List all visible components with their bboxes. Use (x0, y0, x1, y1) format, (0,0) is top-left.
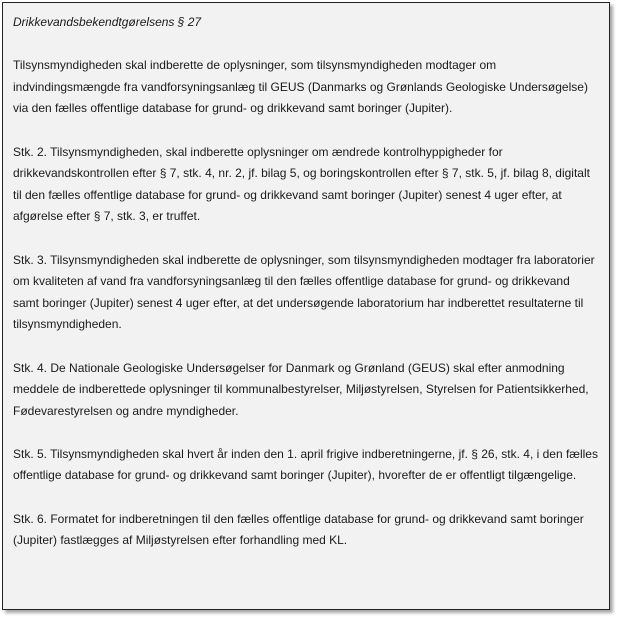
paragraph-intro: Tilsynsmyndigheden skal indberette de oplysninger, som tilsynsmyndigheden modtager om indvindingsmængde fra vandforsyningsanlæg til GEUS (Danmarks og Grønlands Geologiske Undersøgelse) via den fælles offentlige database for grund- og drikkevand samt boringer (Jupiter). (13, 58, 588, 116)
paragraph-stk-3: Stk. 3. Tilsynsmyndigheden skal indberette de oplysninger, som tilsynsmyndigheden modtager fra laboratorier om kvaliteten af vand fra vandforsyningsanlæg til den fælles offentlige database for grund- og drikkevand samt boringer (Jupiter) senest 4 uger efter, at det undersøgende laboratorium har indberettet resultaterne til tilsynsmyndigheden. (13, 252, 595, 332)
paragraph-stk-4: Stk. 4. De Nationale Geologiske Undersøgelser for Danmark og Grønland (GEUS) skal efter anmodning meddele de indberettede oplysninger til kommunalbestyrelser, Miljøstyrelsen, Styrelsen for Patientsikkerhed, Fødevarestyrelsen og andre myndigheder. (13, 360, 589, 418)
document-heading: Drikkevandsbekendtgørelsens § 27 (13, 15, 202, 29)
paragraph-stk-6: Stk. 6. Formatet for indberetningen til den fælles offentlige database for grund- og drikkevand samt boringer (Jupiter) fastlægges af Miljøstyrelsen efter forhandling med KL. (13, 511, 584, 548)
text-box (2, 2, 610, 610)
paragraph-stk-2: Stk. 2. Tilsynsmyndigheden, skal indberette oplysninger om ændrede kontrolhyppigheder for drikkevandskontrollen efter § 7, stk. 4, nr. 2, jf. bilag 5, og boringskontrollen efter § 7, stk. 5, jf. bilag 8, digitalt til den fælles offentlige database for grund- og drikkevand samt boringer (Jupiter) senest 4 uger efter, at afgørelse efter § 7, stk. 3, er truffet. (13, 144, 590, 224)
paragraph-stk-5: Stk. 5. Tilsynsmyndigheden skal hvert år inden den 1. april frigive indberetningerne, jf. § 26, stk. 4, i den fælles offentlige database for grund- og drikkevand samt boringer (Jupiter), hvorefter de er offentligt tilgængelige. (13, 446, 598, 483)
